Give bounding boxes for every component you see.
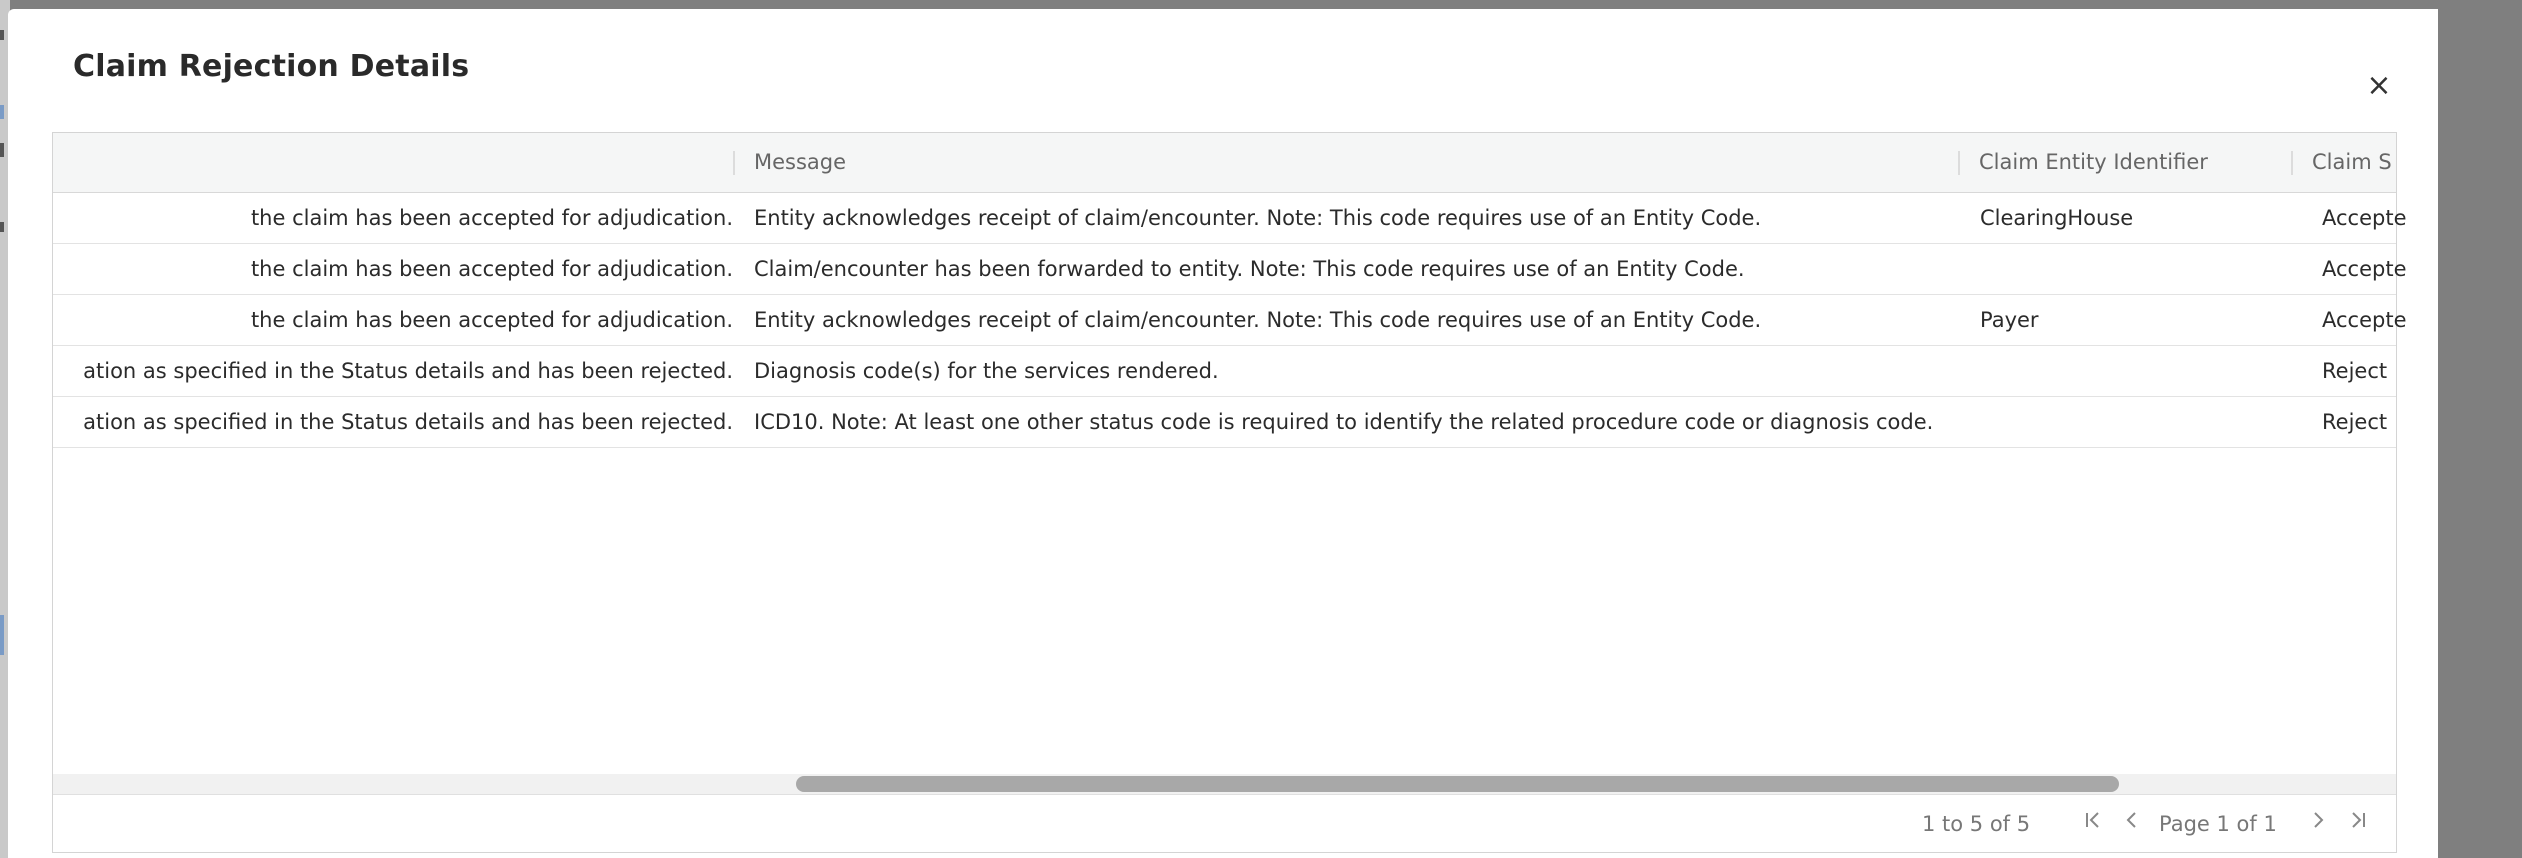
cell-message: Claim/encounter has been forwarded to entity. Note: This code requires use of an Entity Code. [754, 257, 1745, 281]
cell-claim-status: Reject [2322, 410, 2388, 434]
cell-message: Entity acknowledges receipt of claim/encounter. Note: This code requires use of an Entity Code. [754, 206, 1762, 230]
dialog-title: Claim Rejection Details [73, 49, 470, 84]
column-separator[interactable] [733, 151, 735, 175]
cell-status-description: ation as specified in the Status details and has been rejected. [83, 359, 733, 383]
cell-message: Diagnosis code(s) for the services rendered. [754, 359, 1219, 383]
background-link-fragment [0, 105, 4, 119]
column-header-label: Claim S [2312, 150, 2392, 174]
first-page-icon[interactable] [2078, 809, 2108, 839]
column-header-label: Claim Entity Identifier [1979, 150, 2208, 174]
table-row[interactable] [53, 295, 2407, 346]
column-header-claim-status[interactable] [2291, 133, 2396, 192]
background-text-fragment [0, 143, 4, 157]
claim-rejection-dialog [8, 9, 2438, 858]
cell-status-description: ation as specified in the Status details and has been rejected. [83, 410, 733, 434]
column-separator[interactable] [2291, 151, 2293, 175]
rejection-details-grid [52, 132, 2407, 853]
column-separator[interactable] [1958, 151, 1960, 175]
cell-claim-entity-identifier [1980, 346, 2280, 396]
cell-message: Entity acknowledges receipt of claim/encounter. Note: This code requires use of an Entity Code. [754, 308, 1762, 332]
grid-header [53, 133, 2396, 193]
page-indicator: Page 1 of 1 [2159, 812, 2277, 836]
table-row[interactable] [53, 244, 2407, 295]
column-header-claim-entity-identifier[interactable] [1958, 133, 2291, 192]
last-page-icon[interactable] [2343, 809, 2373, 839]
table-row[interactable] [53, 193, 2407, 244]
column-header-status-description[interactable] [53, 133, 733, 192]
row-count-summary: 1 to 5 of 5 [1922, 812, 2031, 836]
cell-claim-status: Reject [2322, 359, 2388, 383]
close-icon[interactable]: × [2366, 68, 2392, 103]
column-header-label: Message [754, 150, 847, 174]
background-highlight-fragment [0, 615, 4, 655]
cell-status-description: the claim has been accepted for adjudication. [250, 206, 733, 230]
cell-claim-entity-identifier [1980, 397, 2280, 447]
table-row[interactable] [53, 397, 2396, 448]
cell-claim-status: Accepte [2322, 308, 2407, 332]
previous-page-icon[interactable] [2117, 809, 2147, 839]
cell-claim-status: Accepte [2322, 257, 2407, 281]
cell-claim-entity-identifier [1980, 244, 2280, 294]
column-header-message[interactable] [733, 133, 1958, 192]
background-text-fragment [0, 30, 4, 40]
cell-claim-status: Accepte [2322, 206, 2407, 230]
cell-claim-entity-identifier: Payer [1980, 308, 2039, 332]
pagination-bar [53, 794, 2396, 853]
cell-claim-entity-identifier: ClearingHouse [1980, 206, 2134, 230]
cell-message: ICD10. Note: At least one other status code is required to identify the related procedure code or diagnosis code. [754, 410, 1934, 434]
cell-status-description: the claim has been accepted for adjudication. [250, 308, 733, 332]
cell-status-description: the claim has been accepted for adjudication. [250, 257, 733, 281]
horizontal-scrollbar[interactable] [53, 774, 2396, 794]
next-page-icon[interactable] [2303, 809, 2333, 839]
horizontal-scrollbar-thumb[interactable] [796, 776, 2119, 792]
background-text-fragment [0, 222, 4, 232]
table-row[interactable] [53, 346, 2396, 397]
